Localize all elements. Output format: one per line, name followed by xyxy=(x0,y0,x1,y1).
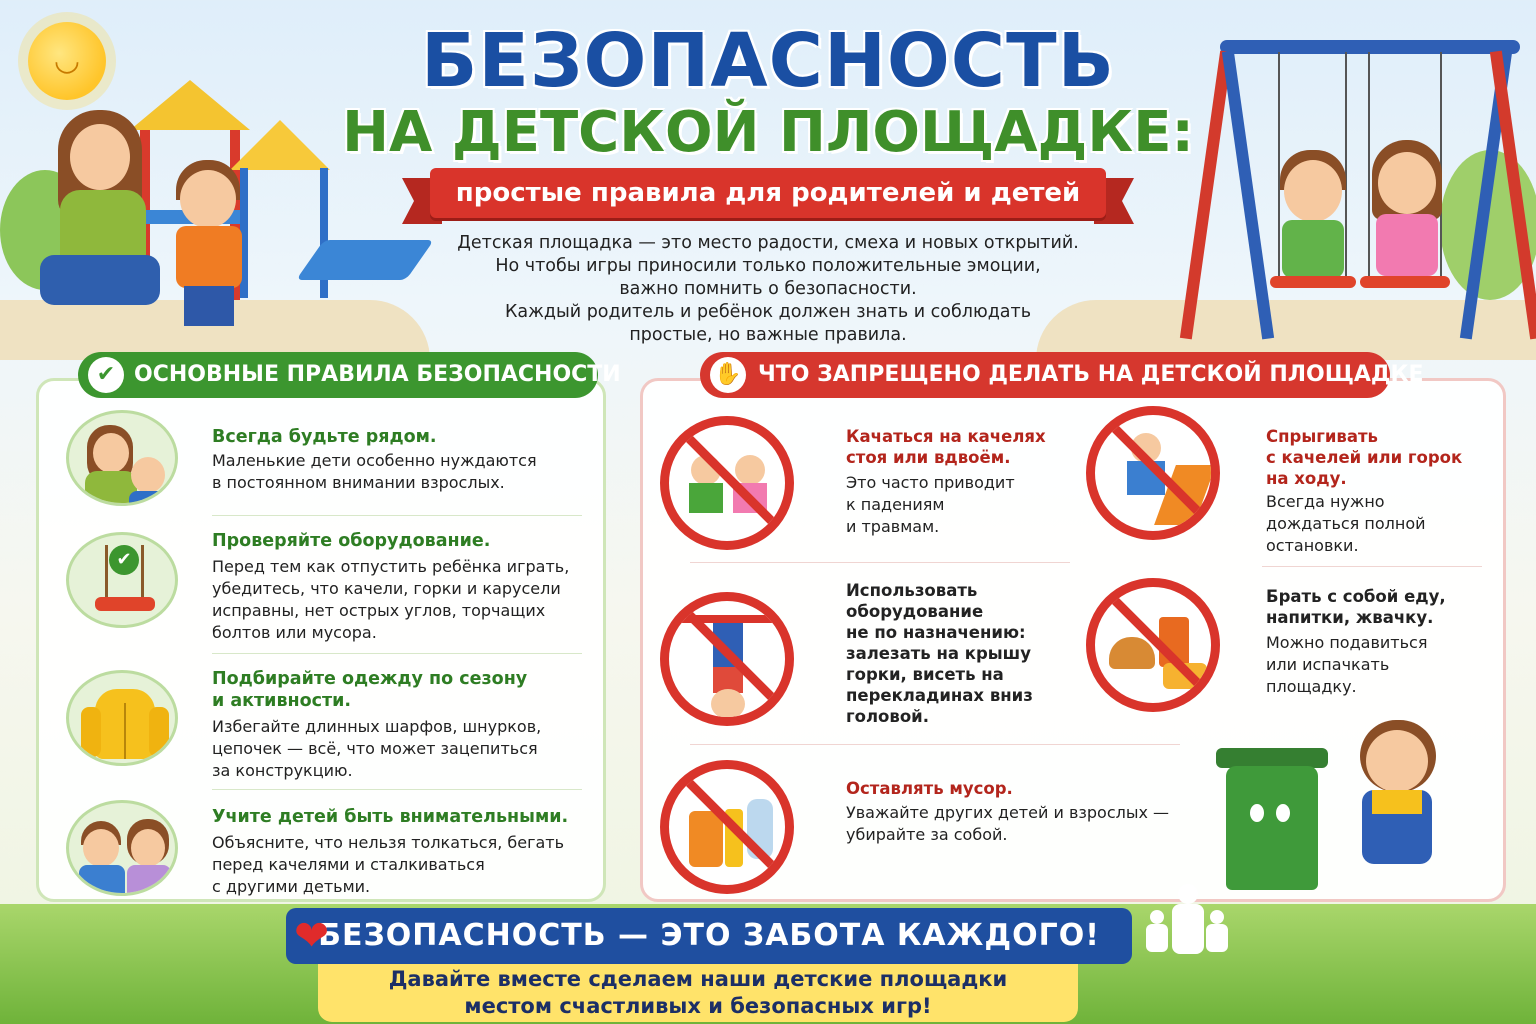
rule-text: за конструкцию. xyxy=(212,761,353,780)
forbidden-text: убирайте за собой. xyxy=(846,825,1008,844)
no-double-swing-icon xyxy=(660,416,794,550)
rule-text: Перед тем как отпустить ребёнка играть, xyxy=(212,557,570,576)
rule-title: и активности. xyxy=(212,691,352,711)
forbidden-title: с качелей или горок xyxy=(1266,448,1463,467)
forbidden-text: Всегда нужно xyxy=(1266,492,1385,511)
divider xyxy=(212,515,582,516)
rule-item xyxy=(52,404,582,516)
forbidden-item xyxy=(660,410,1080,560)
footer-subtitle-line: Давайте вместе сделаем наши детские площадки xyxy=(388,967,1008,991)
rule-item xyxy=(52,518,582,654)
divider xyxy=(690,744,1180,745)
subtitle-ribbon: простые правила для родителей и детей xyxy=(430,168,1106,218)
forbidden-heading-text: ЧТО ЗАПРЕЩЕНО ДЕЛАТЬ НА ДЕТСКОЙ ПЛОЩАДКЕ xyxy=(758,362,1424,387)
shield-check-icon: ✔ xyxy=(88,357,124,393)
intro-line: важно помнить о безопасности. xyxy=(619,279,917,299)
forbidden-title: горки, висеть на xyxy=(846,665,1004,684)
forbidden-title: стоя или вдвоём. xyxy=(846,448,1011,467)
sun-icon: ◡ xyxy=(28,22,106,100)
forbidden-text: Уважайте других детей и взрослых — xyxy=(846,803,1170,822)
jacket-icon xyxy=(66,670,178,766)
divider xyxy=(690,562,1070,563)
forbidden-item xyxy=(1086,574,1496,724)
footer-subtitle xyxy=(318,962,1078,1022)
swing-check-icon: ✔ xyxy=(66,532,178,628)
rule-title: Подбирайте одежду по сезону xyxy=(212,669,528,689)
intro-line: Но чтобы игры приносили только положительные эмоции, xyxy=(495,256,1041,276)
forbidden-title: оборудование xyxy=(846,602,984,621)
divider xyxy=(212,653,582,654)
intro-line: Каждый родитель и ребёнок должен знать и соблюдать xyxy=(504,302,1032,322)
forbidden-heading xyxy=(700,352,1424,398)
no-jumping-icon xyxy=(1086,406,1220,540)
divider xyxy=(212,789,582,790)
no-litter-icon xyxy=(660,760,794,894)
heart-icon: ❤ xyxy=(294,911,330,960)
rule-item xyxy=(52,792,582,902)
footer-subtitle-line: местом счастливых и безопасных игр! xyxy=(464,994,932,1018)
page-title: БЕЗОПАСНОСТЬ xyxy=(421,18,1115,104)
no-hanging-icon xyxy=(660,592,794,726)
rule-text: с другими детьми. xyxy=(212,877,371,896)
forbidden-text: Можно подавиться xyxy=(1266,633,1428,652)
rule-text: болтов или мусора. xyxy=(212,623,377,642)
forbidden-text: к падениям xyxy=(846,495,945,514)
intro-text xyxy=(420,232,1116,347)
rules-heading xyxy=(78,352,621,398)
forbidden-title: не по назначению: xyxy=(846,623,1026,642)
forbidden-text: и травмам. xyxy=(846,517,940,536)
forbidden-title: Оставлять мусор. xyxy=(846,779,1013,798)
rule-title: Проверяйте оборудование. xyxy=(212,531,491,551)
rule-text: в постоянном внимании взрослых. xyxy=(212,473,505,492)
rule-text: убедитесь, что качели, горки и карусели xyxy=(212,579,561,598)
forbidden-text: площадку. xyxy=(1266,677,1357,696)
forbidden-item xyxy=(1086,404,1496,560)
mother-child-icon xyxy=(66,410,178,506)
intro-line: Детская площадка — это место радости, смеха и новых открытий. xyxy=(457,233,1079,253)
footer-banner: БЕЗОПАСНОСТЬ — ЭТО ЗАБОТА КАЖДОГО! xyxy=(286,908,1132,964)
forbidden-title: Брать с собой еду, xyxy=(1266,587,1446,606)
stop-hand-icon: ✋ xyxy=(710,357,746,393)
forbidden-title: на ходу. xyxy=(1266,469,1347,488)
forbidden-title: Спрыгивать xyxy=(1266,427,1378,446)
forbidden-text: остановки. xyxy=(1266,536,1359,555)
divider xyxy=(1262,566,1482,567)
rule-text: Объясните, что нельзя толкаться, бегать xyxy=(212,833,565,852)
two-children-icon xyxy=(66,800,178,896)
rule-title: Всегда будьте рядом. xyxy=(212,427,437,447)
rule-text: Избегайте длинных шарфов, шнурков, xyxy=(212,717,542,736)
family-icon xyxy=(1130,880,1250,960)
forbidden-item xyxy=(660,756,1200,898)
rule-text: Маленькие дети особенно нуждаются xyxy=(212,451,537,470)
forbidden-text: или испачкать xyxy=(1266,655,1390,674)
rule-text: исправны, нет острых углов, торчащих xyxy=(212,601,546,620)
rule-item xyxy=(52,656,582,790)
no-food-icon xyxy=(1086,578,1220,712)
trash-bin-girl-illustration xyxy=(1210,720,1500,900)
forbidden-item xyxy=(660,574,1080,744)
rules-heading-text: ОСНОВНЫЕ ПРАВИЛА БЕЗОПАСНОСТИ xyxy=(134,362,621,387)
forbidden-title: напитки, жвачку. xyxy=(1266,608,1434,627)
forbidden-text: Это часто приводит xyxy=(846,473,1015,492)
forbidden-text: дождаться полной xyxy=(1266,514,1426,533)
forbidden-title: залезать на крышу xyxy=(846,644,1031,663)
intro-line: простые, но важные правила. xyxy=(629,325,907,345)
rule-text: перед качелями и сталкиваться xyxy=(212,855,485,874)
forbidden-title: Использовать xyxy=(846,581,978,600)
page-title-line2: НА ДЕТСКОЙ ПЛОЩАДКЕ: xyxy=(342,100,1194,165)
forbidden-title: перекладинах вниз xyxy=(846,686,1033,705)
rule-title: Учите детей быть внимательными. xyxy=(212,807,569,827)
forbidden-title: головой. xyxy=(846,707,929,726)
forbidden-title: Качаться на качелях xyxy=(846,427,1046,446)
rule-text: цепочек — всё, что может зацепиться xyxy=(212,739,538,758)
